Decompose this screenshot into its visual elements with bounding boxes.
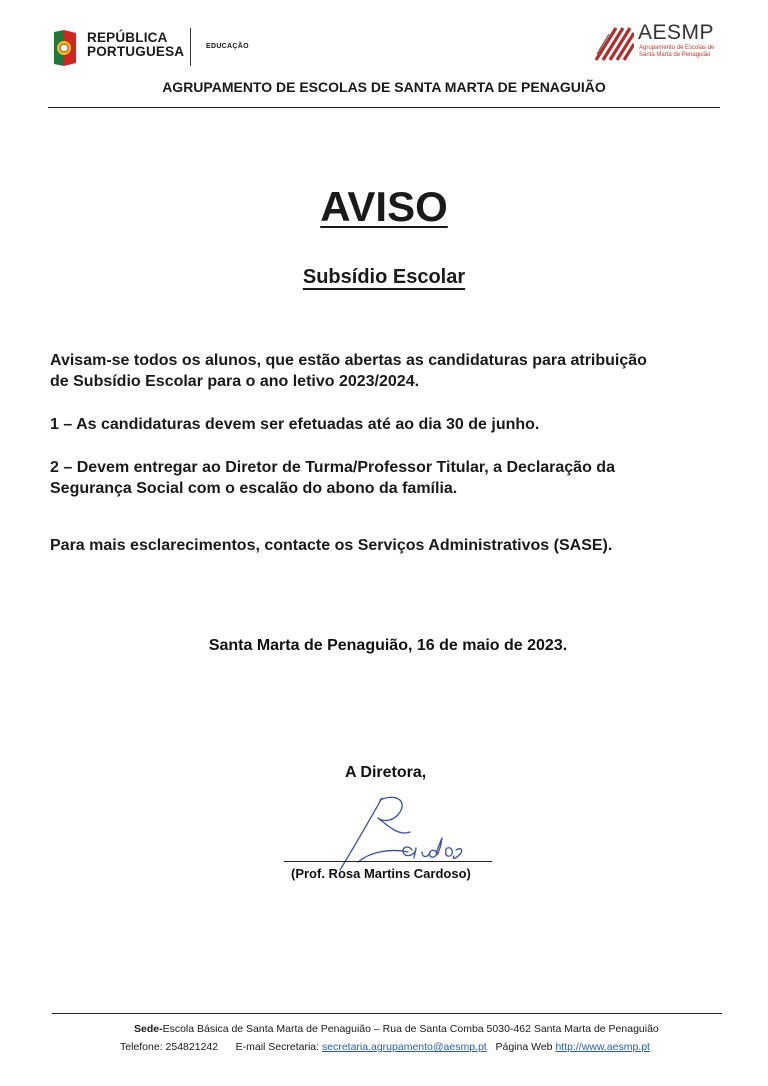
notice-subtitle-text: Subsídio Escolar [302, 266, 466, 288]
republica-portuguesa-logo [50, 28, 80, 68]
signature-line [284, 861, 492, 862]
footer-contacts [120, 1041, 650, 1053]
notice-subtitle [0, 266, 768, 289]
republic-line2: PORTUGUESA [87, 44, 185, 59]
contact-note: Para mais esclarecimentos, contacte os Serviços Administrativos (SASE). [50, 537, 613, 554]
ministry-label: EDUCAÇÃO [206, 43, 249, 50]
item-1: 1 – As candidaturas devem ser efetuadas até ao dia 30 de junho. [50, 416, 540, 433]
republic-line1: REPÚBLICA [87, 30, 168, 45]
header-rule [48, 107, 720, 108]
footer-address [134, 1023, 659, 1035]
footer-phone: Telefone: 254821242 [120, 1041, 219, 1053]
handwritten-signature [330, 792, 465, 877]
intro-line-2: de Subsídio Escolar para o ano letivo 2023/2024. [50, 373, 420, 390]
footer-web-link[interactable]: http://www.aesmp.pt [555, 1041, 650, 1053]
item-2-line-1: 2 – Devem entregar ao Diretor de Turma/Professor Titular, a Declaração da [50, 459, 615, 476]
footer-email-link[interactable]: secretaria.agrupamento@aesmp.pt [321, 1041, 487, 1053]
intro-line-1: Avisam-se todos os alunos, que estão abertas as candidaturas para atribuição [50, 352, 647, 369]
aesmp-logo-text: AESMP [638, 21, 715, 44]
date-place: Santa Marta de Penaguião, 16 de maio de 2023. [208, 637, 568, 654]
signer-name: (Prof. Rosa Martins Cardoso) [291, 866, 471, 881]
aesmp-logo [594, 24, 634, 62]
signer-title: A Diretora, [345, 764, 427, 781]
footer-email-label: E-mail Secretaria: [235, 1041, 320, 1053]
header-divider [190, 28, 191, 66]
notice-title [0, 183, 768, 231]
republic-name [87, 31, 184, 59]
item-2-line-2: Segurança Social com o escalão do abono da família. [50, 480, 458, 497]
footer-web-label: Página Web [495, 1041, 553, 1053]
footer-sede-label: Sede- [134, 1023, 163, 1035]
aesmp-sub-line1: Agrupamento de Escolas de [639, 45, 715, 51]
notice-title-text: AVISO [320, 183, 448, 230]
school-name: AGRUPAMENTO DE ESCOLAS DE SANTA MARTA DE PENAGUIÃO [162, 79, 606, 95]
aesmp-logo-subtitle [639, 45, 714, 59]
aesmp-sub-line2: Santa Marta de Penaguião [639, 52, 711, 58]
footer-rule [52, 1013, 722, 1014]
footer-sede-text: Escola Básica de Santa Marta de Penaguião – Rua de Santa Comba 5030-462 Santa Marta de Penaguião [162, 1023, 659, 1035]
